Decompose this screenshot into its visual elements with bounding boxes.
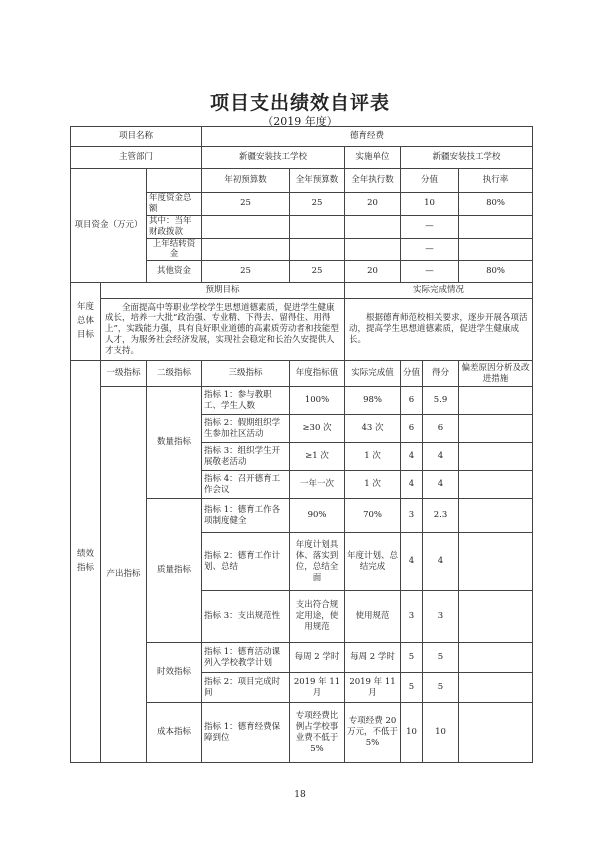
indicator-header: 分值 [401, 361, 423, 387]
indicator-weight: 6 [401, 387, 423, 415]
indicator-note [459, 415, 533, 443]
indicator-actual: 每周 2 学时 [345, 643, 401, 673]
impl-value: 新疆安装技工学校 [401, 147, 533, 169]
funds-row-label: 其中：当年财政拨款 [147, 215, 202, 238]
indicator-target: 2019 年 11 月 [290, 673, 345, 703]
indicator-target: ≥1 次 [290, 443, 345, 471]
indicator-actual: 98% [345, 387, 401, 415]
indicator-actual: 70% [345, 499, 401, 533]
page-title: 项目支出绩效自评表 [209, 92, 390, 114]
funds-cell: — [401, 215, 459, 238]
indicator-name: 指标 2：假期组织学生参加社区活动 [202, 415, 290, 443]
indicator-name: 指标 1：德育工作各项制度健全 [202, 499, 290, 533]
indicator-actual: 专项经费 20 万元，不低于 5% [345, 703, 401, 763]
indicator-score: 5 [423, 673, 459, 703]
indicator-weight: 3 [401, 591, 423, 643]
indicator-name: 指标 1：德育活动课列入学校教学计划 [202, 643, 290, 673]
indicator-header: 一级指标 [101, 361, 147, 387]
indicator-weight: 5 [401, 643, 423, 673]
indicator-weight: 4 [401, 443, 423, 471]
indicator-name: 指标 1：参与教职工、学生人数 [202, 387, 290, 415]
indicator-target: 专项经费比例占学校事业费不低于 5% [290, 703, 345, 763]
funds-col-0: 年初预算数 [202, 169, 290, 193]
indicator-header: 二级指标 [147, 361, 202, 387]
indicator-target: 支出符合规定用途，使用规范 [290, 591, 345, 643]
project-name-label: 项目名称 [71, 127, 202, 147]
funds-cell: 20 [345, 193, 401, 216]
indicator-actual: 2019 年 11 月 [345, 673, 401, 703]
goal-content-row [71, 299, 533, 361]
indicator-actual: 年度计划、总结完成 [345, 533, 401, 591]
indicator-score: 4 [423, 443, 459, 471]
indicator-header: 偏差原因分析及改进措施 [459, 361, 533, 387]
indicator-note [459, 703, 533, 763]
indicator-target: 90% [290, 499, 345, 533]
indicator-score: 4 [423, 471, 459, 499]
indicator-header: 年度指标值 [290, 361, 345, 387]
dept-value: 新疆安装技工学校 [202, 147, 345, 169]
indicator-score: 5 [423, 643, 459, 673]
indicator-note [459, 673, 533, 703]
expected-goal-text: 全面提高中等职业学校学生思想道德素质，促进学生健康成长，培养一大批“政治强、专业精、下得去、留得住、用得上”，实践能力强，具有良好职业道德的高素质劳动者和技能型人才，为服务社会经济发展，实现社会稳定和长治久安提供人才支持。 [101, 299, 345, 361]
funds-row-label: 上年结转资金 [147, 238, 202, 261]
funds-cell [290, 238, 345, 261]
indicator-weight: 4 [401, 533, 423, 591]
indicator-header: 得分 [423, 361, 459, 387]
indicator-note [459, 443, 533, 471]
indicator-name: 指标 3：组织学生开展敬老活动 [202, 443, 290, 471]
level1-indicator: 产出指标 [101, 387, 147, 763]
department-row [71, 147, 533, 169]
funds-cell: 80% [459, 261, 533, 283]
indicator-name: 指标 2：项目完成时间 [202, 673, 290, 703]
project-name-row [71, 127, 533, 147]
indicator-name: 指标 1：德育经费保障到位 [202, 703, 290, 763]
indicator-weight: 5 [401, 673, 423, 703]
funds-col-1: 全年预算数 [290, 169, 345, 193]
indicator-row [71, 387, 533, 415]
level2-indicator: 数量指标 [147, 387, 202, 499]
page-number: 18 [294, 790, 306, 800]
funds-cell: 10 [401, 193, 459, 216]
indicator-note [459, 533, 533, 591]
indicator-target: 一年一次 [290, 471, 345, 499]
indicator-actual: 1 次 [345, 471, 401, 499]
funds-row-label: 其他资金 [147, 261, 202, 283]
funds-header-row [71, 169, 533, 193]
level2-indicator: 质量指标 [147, 499, 202, 643]
indicator-header: 三级指标 [202, 361, 290, 387]
funds-col-2: 全年执行数 [345, 169, 401, 193]
annual-goal-label: 年度总体目标 [71, 283, 101, 361]
expected-goal-header: 预期目标 [101, 283, 345, 299]
funds-cell: 20 [345, 261, 401, 283]
indicator-weight: 6 [401, 415, 423, 443]
indicator-score: 10 [423, 703, 459, 763]
indicator-target: 100% [290, 387, 345, 415]
project-name-value: 德育经费 [202, 127, 533, 147]
funds-cell: 25 [202, 261, 290, 283]
actual-result-text: 根据德育师范校相关要求，逐步开展各项活动，提高学生思想道德素质，促进学生健康成长。 [345, 299, 533, 361]
indicator-actual: 43 次 [345, 415, 401, 443]
indicator-header: 实际完成值 [345, 361, 401, 387]
indicator-weight: 10 [401, 703, 423, 763]
indicator-score: 3 [423, 591, 459, 643]
funds-cell [202, 215, 290, 238]
funds-cell: — [401, 261, 459, 283]
indicator-score: 6 [423, 415, 459, 443]
indicator-target: 每周 2 学时 [290, 643, 345, 673]
page-subtitle: （2019 年度） [262, 115, 338, 128]
performance-indicators-label: 绩效指标 [71, 361, 101, 763]
goal-header-row [71, 283, 533, 299]
indicator-weight: 3 [401, 499, 423, 533]
funds-cell: 25 [290, 261, 345, 283]
funds-corner [147, 169, 202, 193]
funds-cell [202, 238, 290, 261]
funds-cell: — [401, 238, 459, 261]
funds-cell [290, 215, 345, 238]
self-evaluation-table [70, 126, 533, 763]
funds-cell [345, 238, 401, 261]
indicator-name: 指标 3：支出规范性 [202, 591, 290, 643]
indicator-note [459, 499, 533, 533]
indicator-name: 指标 2：德育工作计划、总结 [202, 533, 290, 591]
funds-cell: 25 [290, 193, 345, 216]
funds-col-3: 分值 [401, 169, 459, 193]
funds-col-4: 执行率 [459, 169, 533, 193]
indicator-score: 4 [423, 533, 459, 591]
funds-cell [459, 238, 533, 261]
funds-label: 项目资金（万元） [71, 169, 147, 283]
indicator-target: 年度计划具体、落实到位，总结全面 [290, 533, 345, 591]
level2-indicator: 成本指标 [147, 703, 202, 763]
actual-result-header: 实际完成情况 [345, 283, 533, 299]
indicator-target: ≥30 次 [290, 415, 345, 443]
indicator-score: 5.9 [423, 387, 459, 415]
funds-cell: 80% [459, 193, 533, 216]
indicator-header-row [71, 361, 533, 387]
indicator-actual: 使用规范 [345, 591, 401, 643]
indicator-score: 2.3 [423, 499, 459, 533]
indicator-name: 指标 4：召开德育工作会议 [202, 471, 290, 499]
dept-label: 主管部门 [71, 147, 202, 169]
funds-cell [345, 215, 401, 238]
indicator-weight: 4 [401, 471, 423, 499]
funds-cell: 25 [202, 193, 290, 216]
indicator-actual: 1 次 [345, 443, 401, 471]
funds-cell [459, 215, 533, 238]
impl-label: 实施单位 [345, 147, 401, 169]
funds-row-label: 年度资金总额 [147, 193, 202, 216]
indicator-note [459, 643, 533, 673]
indicator-note [459, 591, 533, 643]
level2-indicator: 时效指标 [147, 643, 202, 703]
indicator-note [459, 387, 533, 415]
indicator-note [459, 471, 533, 499]
